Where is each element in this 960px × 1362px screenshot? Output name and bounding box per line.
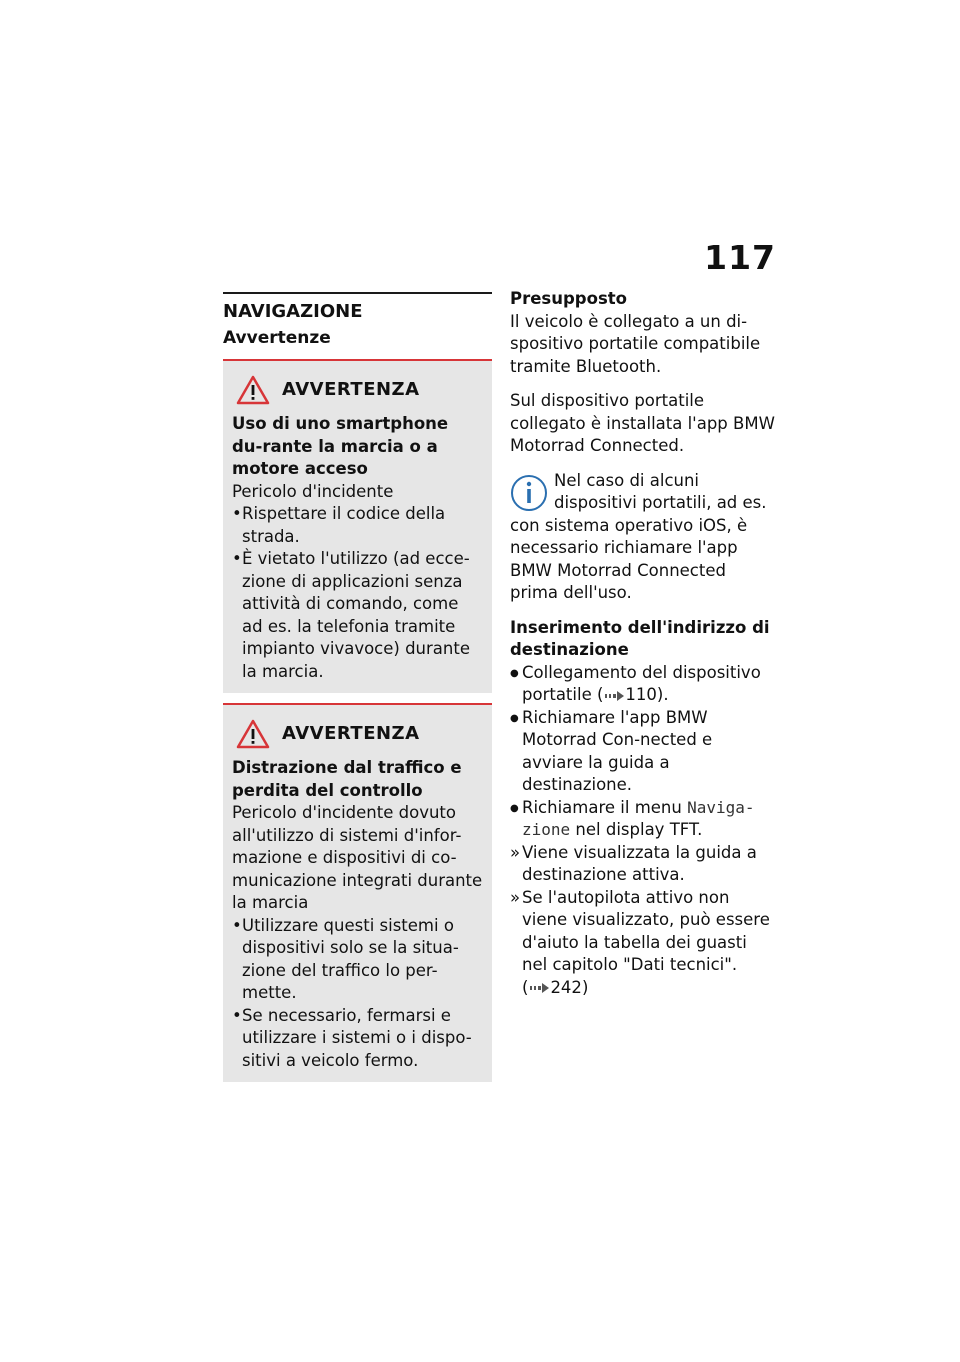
list-item <box>510 662 775 707</box>
warning-box-1 <box>223 359 492 693</box>
warning-label: AVVERTENZA <box>282 722 420 744</box>
warning-title: Distrazione dal traffico e perdita del controllo <box>232 758 462 800</box>
list-item: • È vietato l'utilizzo (ad ecce-zione di applicazioni senza attività di comando, come ad es. la telefonia tramite impianto vivavoce) durante la marcia. <box>232 548 483 683</box>
info-icon <box>510 472 548 514</box>
list-item: ● Richiamare l'app BMW Motorrad Con-nected e avviare la guida a destinazione. <box>510 707 775 797</box>
page-reference[interactable]: 242 <box>550 977 582 997</box>
list-item: • Utilizzare questi sistemi o dispositivi solo se la situa-zione del traffico lo per-mette. <box>232 915 483 1005</box>
step-text: ) <box>581 977 589 997</box>
destination-steps <box>510 662 775 1000</box>
step-text: nel display TFT. <box>570 820 703 839</box>
step-text: Richiamare il menu <box>522 797 688 817</box>
warning-label: AVVERTENZA <box>282 378 420 400</box>
step-text: Se l'autopilota attivo non viene visualizzato, può essere d'aiuto la tabella dei guasti nel capitolo "Dati tecnici". <box>522 887 770 974</box>
page-number: 117 <box>704 238 776 277</box>
list-item: » Viene visualizzata la guida a destinazione attiva. <box>510 842 775 887</box>
list-item <box>510 887 775 1000</box>
page-reference[interactable]: 110 <box>625 685 657 704</box>
section-title: NAVIGAZIONE <box>223 301 363 322</box>
info-note-text: Nel caso di alcuni dispositivi portatili, ad es. con sistema operativo iOS, è necessario richiamare l'app BMW Motorrad Connected prima dell'uso. <box>510 470 767 602</box>
list-item: • Rispettare il codice della strada. <box>232 503 483 548</box>
page-reference-arrow-icon <box>528 982 550 994</box>
list-item <box>510 797 775 842</box>
warning-box-2 <box>223 703 492 1082</box>
warning-bullets <box>232 915 483 1073</box>
requirement-heading: Presupposto <box>510 289 627 308</box>
step-text: Collegamento del dispositivo portatile ( <box>522 662 761 704</box>
warning-header <box>232 375 483 405</box>
menu-name: Naviga-zione <box>522 797 755 839</box>
subsection-title: Avvertenze <box>223 328 331 348</box>
warning-header <box>232 719 483 749</box>
warning-subtitle: Pericolo d'incidente <box>232 481 394 501</box>
left-column <box>223 292 492 1082</box>
warning-title: Uso di uno smartphone du-rante la marcia o a motore acceso <box>232 414 449 478</box>
info-note <box>510 470 775 605</box>
destination-heading: Inserimento dell'indirizzo di destinazione <box>510 617 770 659</box>
right-column <box>510 288 775 999</box>
list-item: • Se necessario, fermarsi e utilizzare i sistemi o i dispo-sitivi a veicolo fermo. <box>232 1005 483 1073</box>
step-text: ). <box>656 685 669 704</box>
section-rule <box>223 292 492 294</box>
warning-triangle-icon <box>236 375 270 405</box>
warning-subtitle: Pericolo d'incidente dovuto all'utilizzo di sistemi d'infor-mazione e dispositivi di co-municazione integrati durante la marcia <box>232 803 483 912</box>
step-text: ( <box>522 977 529 997</box>
requirement-paragraph: Il veicolo è collegato a un di-spositivo portatile compatibile tramite Bluetooth. <box>510 311 761 376</box>
page-reference-arrow-icon <box>603 690 625 702</box>
requirement-paragraph: Sul dispositivo portatile collegato è installata l'app BMW Motorrad Connected. <box>510 391 775 455</box>
warning-triangle-icon <box>236 719 270 749</box>
warning-bullets <box>232 503 483 683</box>
